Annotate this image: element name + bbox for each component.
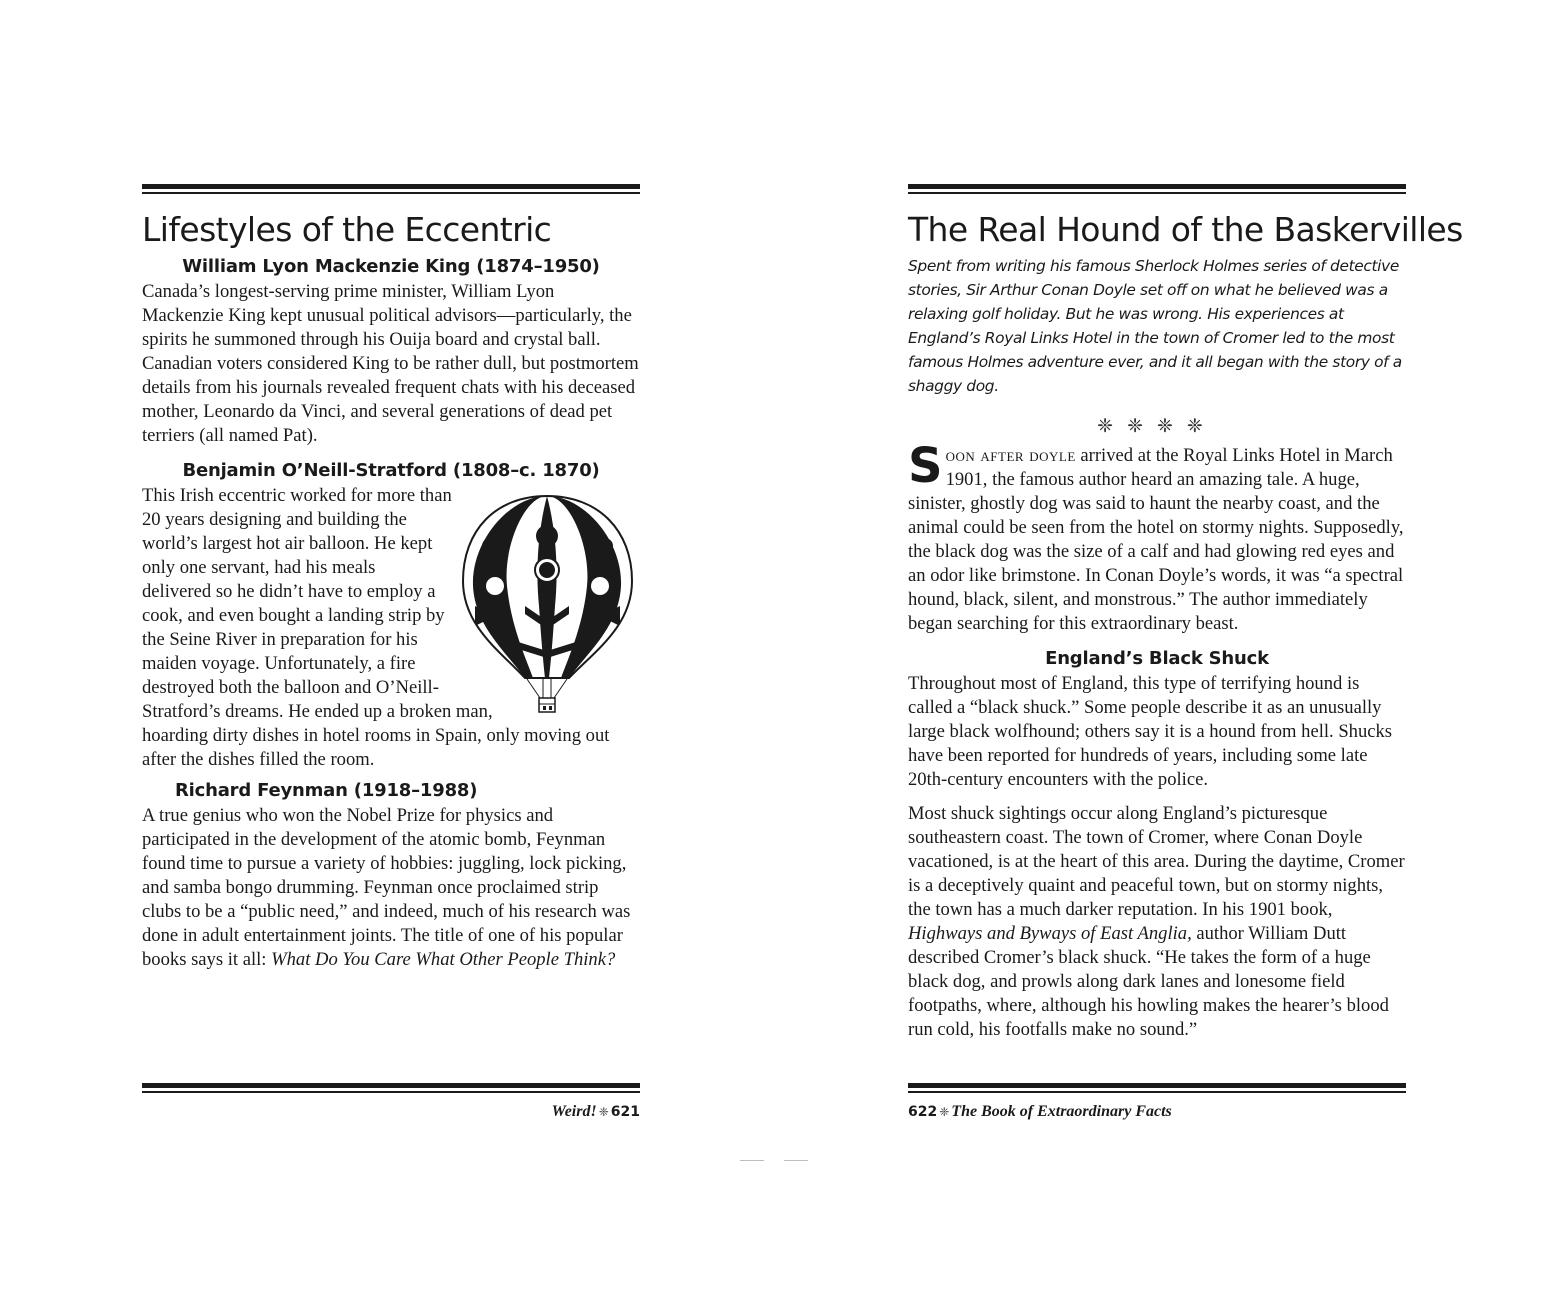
- section-heading-oneill-stratford: Benjamin O’Neill-Stratford (1808–c. 1870): [182, 460, 600, 481]
- book-title-dutt: Highways and Byways of East Anglia,: [908, 923, 1192, 944]
- right-page-content: [908, 206, 1463, 1042]
- page-number: 622: [908, 1104, 938, 1120]
- section-body-feynman-text: A true genius who won the Nobel Prize for physics and participated in the development of the atomic bomb, Feynman found time to pursue a variety of hobbies: juggling, lock picking, and samba bongo drumming. Feynman once proclaimed strip clubs to be a “public need,” and indeed, much of his research was done in adult entertainment joints. The title of one of his popular books says it all:: [142, 805, 631, 970]
- running-title: The Book of Extraordinary Facts: [951, 1103, 1172, 1120]
- right-page: [908, 0, 1463, 1304]
- left-page: [142, 0, 640, 1304]
- ornament-icon: ❈: [598, 1105, 609, 1119]
- bottom-rule: [908, 1083, 1406, 1093]
- opening-small-caps: oon after doyle: [945, 445, 1076, 466]
- section-body-oneill-stratford-wrap: [142, 484, 640, 772]
- opening-paragraph: [908, 438, 1406, 636]
- running-title: Weird!: [551, 1103, 597, 1120]
- paragraph-shuck-2: [908, 802, 1406, 1042]
- page-indicator-mark-left: [740, 1160, 764, 1161]
- section-break-ornaments: ❈❈❈❈: [1097, 415, 1217, 437]
- section-body-feynman: [142, 804, 640, 972]
- page-indicator-mark-right: [784, 1160, 808, 1161]
- folio-left: [142, 1100, 640, 1124]
- page-indicator: [740, 1160, 808, 1162]
- book-title-feynman: What Do You Care What Other People Think?: [271, 949, 616, 970]
- paragraph-shuck-2-end: author William Dutt described Cromer’s black shuck. “He takes the form of a huge black dog, and prowls along dark lanes and lonesome field footpaths, where, although his howling makes the hearer’s blood run cold, his footfalls make no sound.”: [908, 923, 1389, 1040]
- page-number: 621: [610, 1104, 640, 1120]
- folio-right: [908, 1100, 1406, 1124]
- paragraph-shuck-2-start: Most shuck sightings occur along England’s picturesque southeastern coast. The town of Cromer, where Conan Doyle vacationed, is at the heart of this area. During the daytime, Cromer is a deceptively quaint and peaceful town, but on stormy nights, the town has a much darker reputation. In his 1901 book,: [908, 803, 1405, 920]
- paragraph-shuck-1: Throughout most of England, this type of terrifying hound is called a “black shuck.” Some people describe it as an unusually large black wolfhound; others say it is a hound from hell. Shucks have been reported for hundreds of years, including some late 20th-century encounters with the police.: [908, 673, 1393, 790]
- page-title: The Real Hound of the Baskervilles: [908, 210, 1463, 249]
- section-body-oneill-stratford: This Irish eccentric worked for more than 20 years designing and building the world’s largest hot air balloon. He kept only one servant, had his meals delivered so he didn’t have to employ a cook, and even bought a landing strip by the Seine River in preparation for his maiden voyage. Unfortunately, a fire destroyed both the balloon and O’Neill-Stratford’s dreams. He ended up a broken man, hoarding dirty dishes in hotel rooms in Spain, only moving out after the dishes filled the room.: [142, 485, 610, 770]
- top-rule: [908, 184, 1406, 194]
- section-heading-king: William Lyon Mackenzie King (1874–1950): [182, 256, 600, 277]
- ornament-icon: ❈: [939, 1105, 950, 1119]
- left-page-content: [142, 206, 640, 972]
- hot-air-balloon-illustration: [455, 486, 640, 718]
- section-body-king: Canada’s longest-serving prime minister, William Lyon Mackenzie King kept unusual political advisors—particularly, the spirits he summoned through his Ouija board and crystal ball. Canadian voters considered King to be rather dull, but postmortem details from his journals revealed frequent chats with his deceased mother, Leonardo da Vinci, and several generations of dead pet terriers (all named Pat).: [142, 281, 639, 446]
- page-title: Lifestyles of the Eccentric: [142, 210, 552, 249]
- intro-paragraph: Spent from writing his famous Sherlock Holmes series of detective stories, Sir Arthur Conan Doyle set off on what he believed was a relaxing golf holiday. But he was wrong. His experiences at England’s Royal Links Hotel in the town of Cromer led to the most famous Holmes adventure ever, and it all began with the story of a shaggy dog.: [908, 257, 1402, 395]
- opening-text: arrived at the Royal Links Hotel in March 1901, the famous author heard an amazing tale. A huge, sinister, ghostly dog was said to haunt the nearby coast, and the animal could be seen from the hotel on stormy nights. Supposedly, the black dog was the size of a calf and had glowing red eyes and an odor like brimstone. In Conan Doyle’s words, it was “a spectral hound, black, silent, and monstrous.” The author immediately began searching for this extraordinary beast.: [908, 445, 1404, 634]
- bottom-rule: [142, 1083, 640, 1093]
- section-heading-black-shuck: England’s Black Shuck: [1045, 648, 1269, 669]
- drop-cap: S: [908, 438, 943, 494]
- section-heading-feynman: Richard Feynman (1918–1988): [175, 780, 478, 801]
- top-rule: [142, 184, 640, 194]
